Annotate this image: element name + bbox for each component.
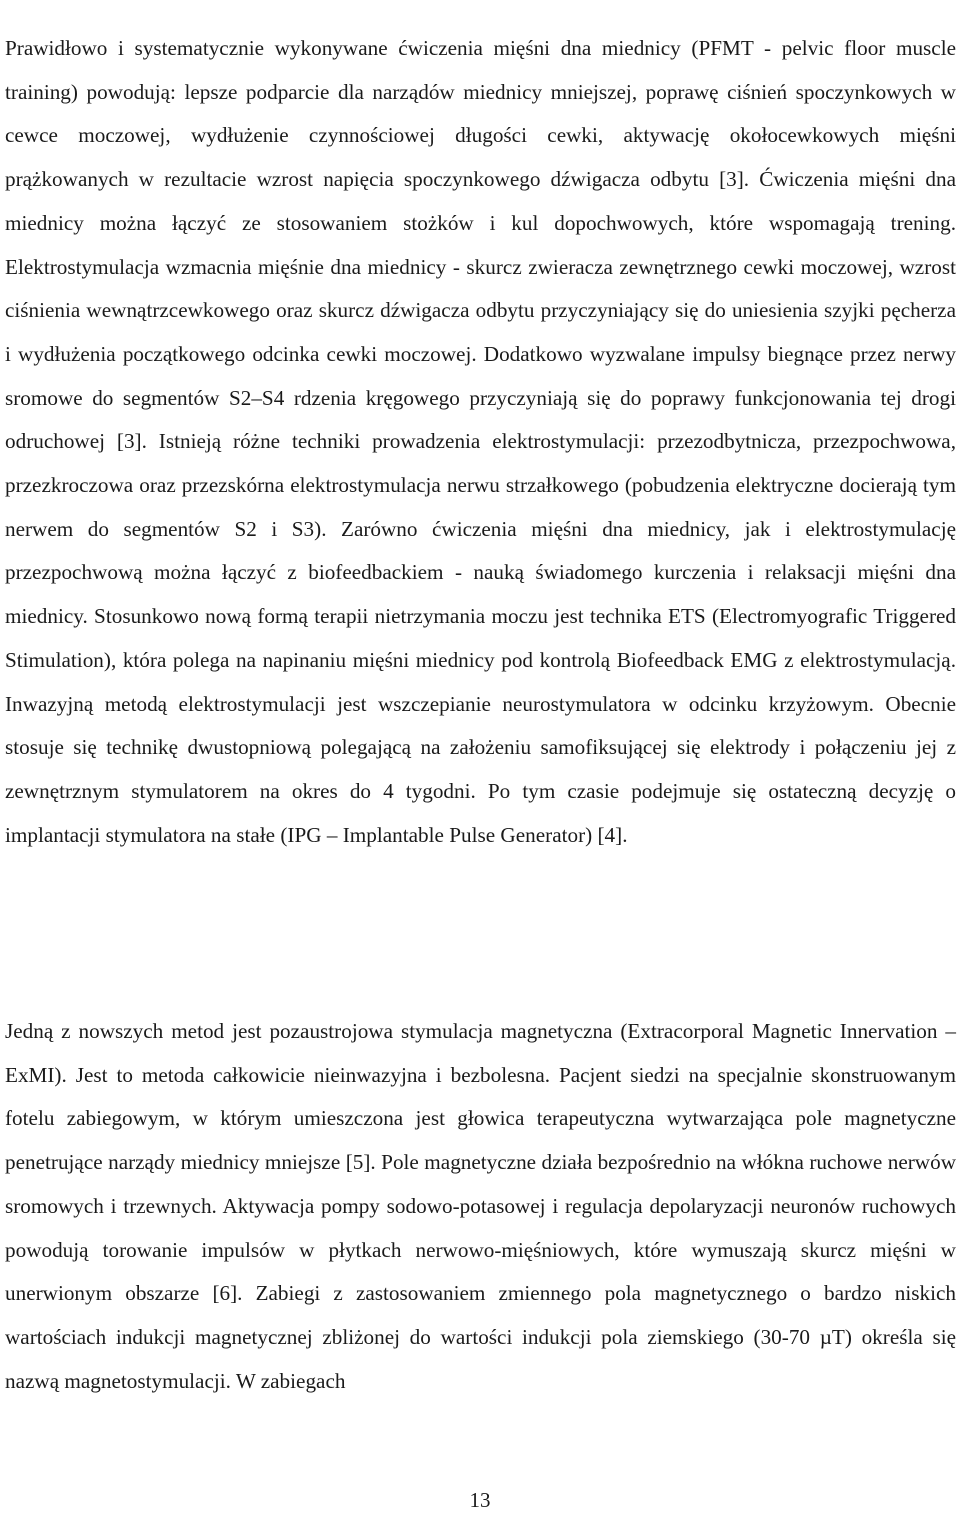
body-paragraph: Prawidłowo i systematycznie wykonywane ćwiczenia mięśni dna miednicy (PFMT - pelvic floor muscle training) powodują: lepsze podparcie dla narządów miednicy mniejszej, poprawę ciśnień spoczynkowych w cewce moczowej, wydłużenie czynnościowej długości cewki, aktywację okołocewkowych mięśni prążkowanych w rezultacie wzrost napięcia spoczynkowego dźwigacza odbytu [3]. Ćwiczenia mięśni dna miednicy można łączyć ze stosowaniem stożków i kul dopochwowych, które wspomagają trening. Elektrostymulacja wzmacnia mięśnie dna miednicy - skurcz zwieracza zewnętrznego cewki moczowej, wzrost ciśnienia wewnątrzcewkowego oraz skurcz dźwigacza odbytu przyczyniający się do uniesienia szyjki pęcherza i wydłużenia początkowego odcinka cewki moczowej. Dodatkowo wyzwalane impulsy biegnące przez nerwy sromowe do segmentów S2–S4 rdzenia kręgowego przyczyniają się do poprawy funkcjonowania tej drogi odruchowej [3]. Istnieją różne techniki prowadzenia elektrostymulacji: przezodbytnicza, przezpochwowa, przezkroczowa oraz przezskórna elektrostymulacja nerwu strzałkowego (pobudzenia elektryczne docierają tym nerwem do segmentów S2 i S3). Zarówno ćwiczenia mięśni dna miednicy, jak i elektrostymulację przezpochwową można łączyć z biofeedbackiem - nauką świadomego kurczenia i relaksacji mięśni dna miednicy. Stosunkowo nową formą terapii nietrzymania moczu jest technika ETS (Electromyografic Triggered Stimulation), która polega na napinaniu mięśni miednicy pod kontrolą Biofeedback EMG z elektrostymulacją. Inwazyjną metodą elektrostymulacji jest wszczepianie neurostymulatora w odcinku krzyżowym. Obecnie stosuje się technikę dwustopniową polegającą na założeniu samofiksującej się elektrody i połączeniu jej z zewnętrznym stymulatorem na okres do 4 tygodni. Po tym czasie podejmuje się ostateczną decyzję o implantacji stymulatora na stałe (IPG – Implantable Pulse Generator) [4]. [5,36,956,847]
page-number: 13 [469,1488,491,1512]
body-paragraph: Jedną z nowszych metod jest pozaustrojowa stymulacja magnetyczna (Extracorporal Magnetic Innervation – ExMI). Jest to metoda całkowicie nieinwazyjna i bezbolesna. Pacjent siedzi na specjalnie skonstruowanym fotelu zabiegowym, w którym umieszczona jest głowica terapeutyczna wytwarzająca pole magnetyczne penetrujące narządy miednicy mniejsze [5]. Pole magnetyczne działa bezpośrednio na włókna ruchowe nerwów sromowych i trzewnych. Aktywacja pompy sodowo-potasowej i regulacja depolaryzacji neuronów ruchowych powodują torowanie impulsów w płytkach nerwowo-mięśniowych, które wymuszają skurcz mięśni w unerwionym obszarze [6]. Zabiegi z zastosowaniem zmiennego pola magnetycznego o bardzo niskich wartościach indukcji magnetycznej zbliżonej do wartości indukcji pola ziemskiego (30-70 µT) określa się nazwą magnetostymulacji. W zabiegach [5,1019,956,1393]
